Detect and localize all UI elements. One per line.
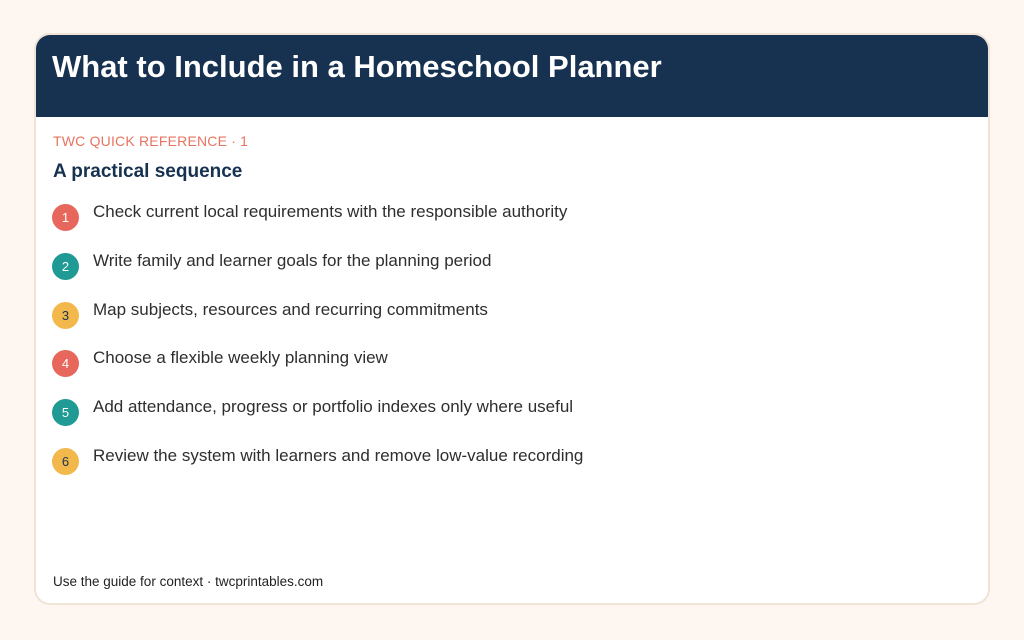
section-title: A practical sequence xyxy=(53,161,243,182)
step-number-badge: 1 xyxy=(52,204,79,231)
footer-note: Use the guide for context · twcprintables.com xyxy=(53,574,324,589)
step-text: Check current local requirements with the responsible authority xyxy=(93,202,568,221)
step-number-badge: 6 xyxy=(52,448,79,475)
step-number-badge: 4 xyxy=(52,350,79,377)
header-bar xyxy=(34,33,990,117)
eyebrow-label: TWC QUICK REFERENCE · 1 xyxy=(53,133,249,149)
reference-card xyxy=(34,33,990,605)
page-title: What to Include in a Homeschool Planner xyxy=(52,49,662,84)
step-text: Review the system with learners and remove low-value recording xyxy=(93,445,584,465)
step-text: Add attendance, progress or portfolio indexes only where useful xyxy=(93,397,574,417)
step-text: Map subjects, resources and recurring commitments xyxy=(93,299,488,319)
step-number-badge: 3 xyxy=(52,302,79,329)
step-number-badge: 2 xyxy=(52,253,79,280)
step-text: Choose a flexible weekly planning view xyxy=(93,348,388,368)
step-text: Write family and learner goals for the planning period xyxy=(93,250,492,270)
step-number-badge: 5 xyxy=(52,399,79,426)
